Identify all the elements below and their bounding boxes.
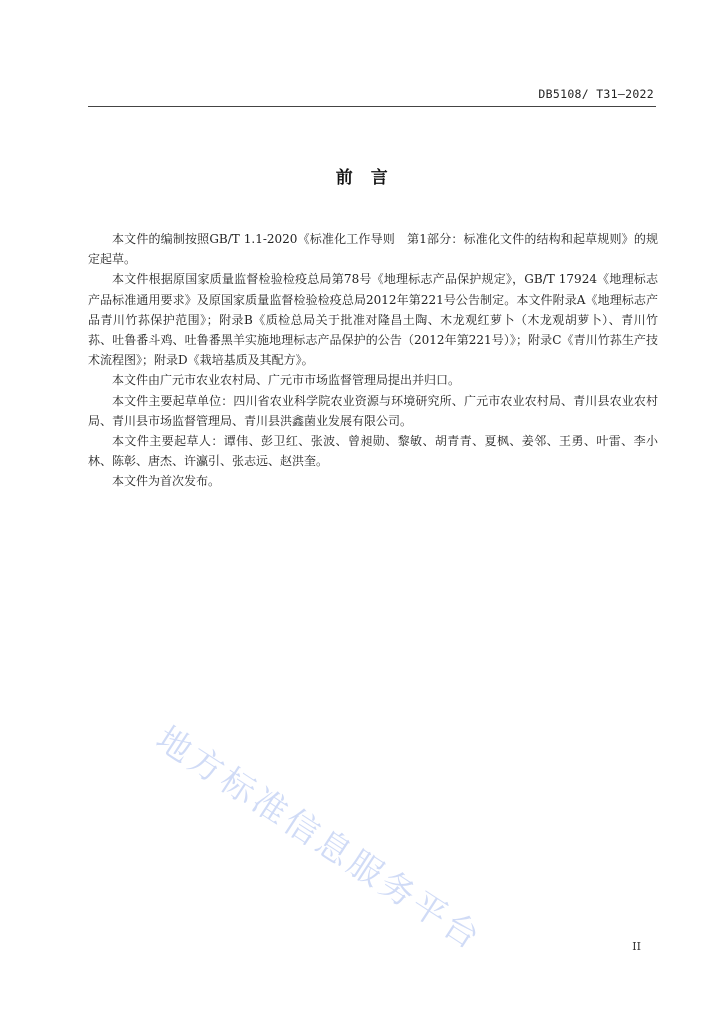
- paragraph-first-release: 本文件为首次发布。: [112, 474, 221, 489]
- paragraph-basis: 本文件根据原国家质量监督检验检疫总局第78号《地理标志产品保护规定》，GB/T 17924《地理标志产品标准通用要求》及原国家质量监督检验检疫总局2012年第221号公告制定。本文件附录A《地理标志产品青川竹荪保护范围》；附录B《质检总局关于批准对隆昌土陶、木龙观红萝卜（木龙观胡萝卜）、青川竹荪、吐鲁番斗鸡、吐鲁番黑羊实施地理标志产品保护的公告（2012年第221号）》；附录C《青川竹荪生产技术流程图》；附录D《栽培基质及其配方》。: [88, 272, 658, 368]
- foreword-body: [88, 229, 658, 492]
- paragraph-drafting-units: 本文件主要起草单位：四川省农业科学院农业资源与环境研究所、广元市农业农村局、青川县农业农村局、青川县市场监督管理局、青川县洪鑫菌业发展有限公司。: [88, 393, 658, 428]
- header-divider: [88, 106, 656, 107]
- watermark-text: 地方标准信息服务平台: [148, 718, 490, 960]
- standard-code: DB5108/ T31—2022: [538, 87, 654, 101]
- page-title: 前 言: [335, 168, 389, 188]
- page-number: II: [632, 940, 641, 953]
- paragraph-drafters: 本文件主要起草人：谭伟、彭卫红、张波、曾昶勋、黎敏、胡青青、夏枫、姜邻、王勇、叶雷、李小林、陈彰、唐杰、许瀛引、张志远、赵洪奎。: [88, 434, 658, 469]
- paragraph-drafting-rules: 本文件的编制按照GB/T 1.1-2020《标准化工作导则 第1部分：标准化文件的结构和起草规则》的规定起草。: [88, 232, 658, 267]
- paragraph-proposer: 本文件由广元市农业农村局、广元市市场监督管理局提出并归口。: [112, 373, 461, 388]
